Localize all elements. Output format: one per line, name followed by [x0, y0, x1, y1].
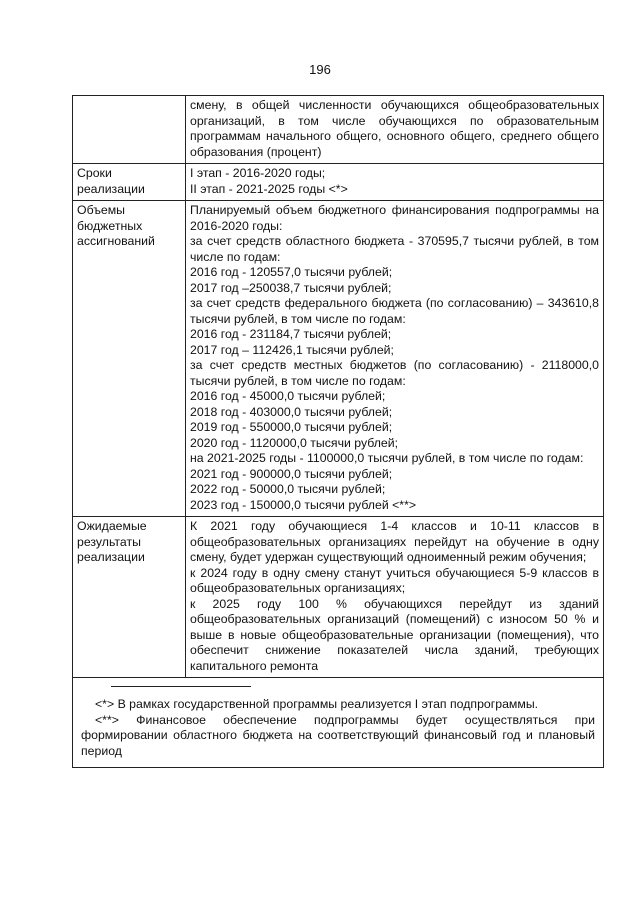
- budget-line: на 2021-2025 годы - 1100000,0 тысячи рублей, в том числе по годам:: [190, 451, 584, 465]
- subprogram-passport-table: [72, 95, 604, 768]
- budget-line: 2020 год - 1120000,0 тысячи рублей;: [190, 435, 399, 450]
- label-cell-empty: [73, 96, 186, 164]
- budget-line: 2017 год – 112426,1 тысячи рублей;: [190, 342, 394, 357]
- budget-line: 2016 год - 231184,7 тысячи рублей;: [190, 327, 392, 341]
- budget-label: Объемы бюджетных ассигнований: [73, 201, 186, 517]
- footnote-divider: [111, 686, 251, 687]
- budget-line: 2017 год –250038,7 тысячи рублей;: [190, 280, 392, 295]
- budget-line: за счет средств федерального бюджета (по согласованию) – 343610,8 тысячи рублей, в том числе по годам:: [190, 296, 599, 326]
- results-line: К 2021 году обучающиеся 1-4 классов и 10-11 классов в общеобразовательных организациях перейдут на обучение в одну смену, будет удержан существующий одноименный режим обучения;: [190, 519, 599, 564]
- budget-line: 2016 год - 45000,0 тысячи рублей;: [190, 389, 386, 403]
- footnote-1: <*> В рамках государственной программы реализуется I этап подпрограммы.: [95, 697, 539, 711]
- table-row-results: [73, 517, 604, 678]
- budget-line: 2019 год - 550000,0 тысячи рублей;: [190, 420, 393, 434]
- budget-line: за счет средств областного бюджета - 370595,7 тысячи рублей, в том числе по годам:: [190, 234, 599, 264]
- budget-line: Планируемый объем бюджетного финансирования подпрограммы на 2016-2020 годы:: [190, 203, 599, 233]
- results-label: Ожидаемые результаты реализации: [73, 517, 186, 678]
- results-line: к 2025 году 100 % обучающихся перейдут из зданий общеобразовательных организаций (помещений) с износом 50 % и выше в новые общеобразовательные организации (помещения), что обеспечит снижение показателей числа зданий, требующих капитального ремонта: [190, 596, 599, 673]
- budget-line: 2018 год - 403000,0 тысячи рублей;: [190, 404, 393, 419]
- budget-value: [186, 201, 604, 517]
- terms-label: Сроки реализации: [73, 164, 186, 201]
- table-row-terms: [73, 164, 604, 201]
- budget-line: 2016 год - 120557,0 тысячи рублей;: [190, 265, 393, 279]
- budget-line: 2022 год - 50000,0 тысячи рублей;: [190, 482, 386, 496]
- table-row-footnotes: [73, 678, 604, 768]
- footnotes-cell: [73, 678, 604, 768]
- terms-line: I этап - 2016-2020 годы;: [190, 166, 326, 180]
- budget-line: 2023 год - 150000,0 тысячи рублей <**>: [190, 497, 417, 512]
- page-number: 196: [309, 62, 331, 77]
- results-line: к 2024 году в одну смену станут учиться обучающиеся 5-9 классов в общеобразовательных организациях;: [190, 565, 599, 595]
- table-row-budget: [73, 201, 604, 517]
- results-value: [186, 517, 604, 678]
- budget-line: 2021 год - 900000,0 тысячи рублей;: [190, 466, 393, 481]
- terms-value: [186, 164, 604, 201]
- continuation-text: смену, в общей численности обучающихся общеобразовательных организаций, в том числе обучающихся по образовательным программам начального общего, основного общего, среднего общего образования (процент): [186, 96, 604, 164]
- terms-line: II этап - 2021-2025 годы <*>: [190, 181, 348, 196]
- budget-line: за счет средств местных бюджетов (по согласованию) - 2118000,0 тысячи рублей, в том числе по годам:: [190, 358, 599, 388]
- footnote-2: <**> Финансовое обеспечение подпрограммы будет осуществляться при формировании областного бюджета на соответствующий финансовый год и плановый период: [81, 712, 595, 758]
- table-row-continuation: [73, 96, 604, 164]
